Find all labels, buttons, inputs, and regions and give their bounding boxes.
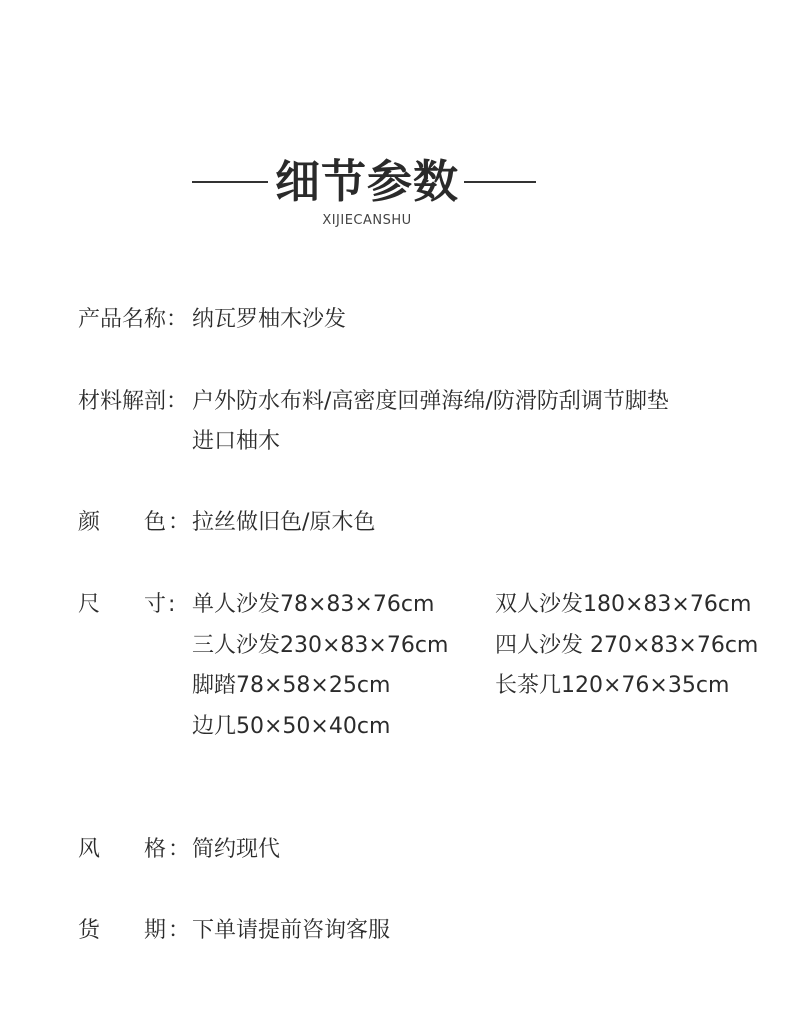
spec-label-color-colon: ： xyxy=(168,510,191,535)
title-decor-line-right xyxy=(464,181,536,183)
spec-label-size-1: 尺 xyxy=(78,592,101,617)
spec-label-color-2: 色 xyxy=(144,510,167,535)
size-long-coffee-table: 长茶几120×76×35cm xyxy=(495,673,730,698)
size-double-sofa: 双人沙发180×83×76cm xyxy=(495,592,752,617)
page-subtitle: XIJIECANSHU xyxy=(322,213,412,228)
title-decor-line-left xyxy=(192,181,268,183)
spec-value-delivery: 下单请提前咨询客服 xyxy=(192,918,391,943)
spec-label-style-2: 格 xyxy=(144,837,167,862)
spec-label-style-colon: ： xyxy=(168,837,191,862)
spec-label-style-1: 风 xyxy=(78,837,101,862)
page-title: 细节参数 xyxy=(274,155,459,208)
spec-value-material-line1: 户外防水布料/高密度回弹海绵/防滑防刮调节脚垫 xyxy=(192,389,669,414)
size-side-table: 边几50×50×40cm xyxy=(192,714,391,739)
spec-label-color-1: 颜 xyxy=(78,510,101,535)
spec-value-color: 拉丝做旧色/原木色 xyxy=(192,510,376,535)
spec-label-delivery-1: 货 xyxy=(78,918,101,943)
size-footstool: 脚踏78×58×25cm xyxy=(192,673,391,698)
size-single-sofa: 单人沙发78×83×76cm xyxy=(192,592,435,617)
spec-label-delivery-colon: ： xyxy=(168,918,191,943)
spec-label-size-colon: : xyxy=(168,592,176,617)
spec-value-style: 简约现代 xyxy=(192,837,281,862)
spec-label-size-2: 寸 xyxy=(144,592,167,617)
size-quad-sofa: 四人沙发 270×83×76cm xyxy=(495,633,759,658)
spec-label-delivery-2: 期 xyxy=(144,918,167,943)
spec-label-name: 产品名称： xyxy=(78,307,189,332)
size-triple-sofa: 三人沙发230×83×76cm xyxy=(192,633,449,658)
spec-value-name: 纳瓦罗柚木沙发 xyxy=(192,307,347,332)
spec-value-material-line2: 进口柚木 xyxy=(192,429,281,454)
spec-label-material: 材料解剖： xyxy=(78,389,189,414)
